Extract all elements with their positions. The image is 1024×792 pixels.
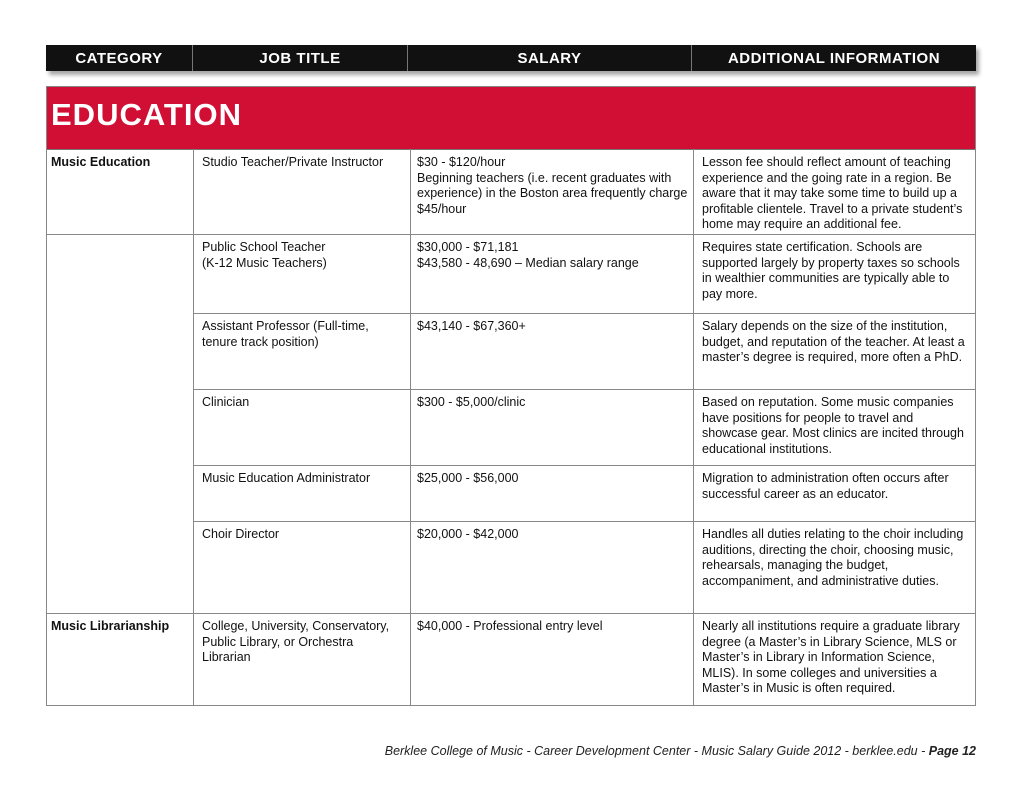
job-title-cell: Clinician — [202, 395, 250, 409]
category-cell: Music Librarianship — [51, 619, 170, 633]
page-number: Page 12 — [928, 744, 976, 758]
section-band — [47, 87, 975, 150]
table-row — [193, 465, 975, 522]
job-title-cell: College, University, Conservatory, Public Library, or Orchestra Librarian — [202, 619, 390, 664]
job-title-cell: Studio Teacher/Private Instructor — [202, 155, 384, 169]
additional-info-cell: Migration to administration often occurs after successful career as an educator. — [702, 471, 949, 501]
salary-cell: $20,000 - $42,000 — [417, 527, 519, 541]
salary-cell: $40,000 - Professional entry level — [417, 619, 603, 633]
additional-info-cell: Based on reputation. Some music companies have positions for people to travel and showcase gear. Most clinics are incited through educational institutions. — [702, 395, 964, 456]
table-row — [193, 234, 975, 314]
job-title-cell: Choir Director — [202, 527, 280, 541]
table-row — [47, 613, 975, 705]
table-row — [193, 313, 975, 390]
job-title-cell: Music Education Administrator — [202, 471, 371, 485]
table-row — [193, 389, 975, 466]
additional-info-cell: Handles all duties relating to the choir including auditions, directing the choir, choosing music, rehearsals, managing the budget, accompaniment, and administrative duties. — [702, 527, 964, 588]
job-title-cell: Public School Teacher (K-12 Music Teachers) — [202, 240, 327, 270]
salary-cell: $300 - $5,000/clinic — [417, 395, 526, 409]
salary-cell: $43,140 - $67,360+ — [417, 319, 526, 333]
salary-cell: $30,000 - $71,181 $43,580 - 48,690 – Median salary range — [417, 240, 639, 270]
table-row — [47, 149, 975, 235]
header-job-title: JOB TITLE — [193, 45, 408, 71]
table-header — [46, 45, 976, 71]
additional-info-cell: Nearly all institutions require a graduate library degree (a Master’s in Library Science, MLS or Master’s in Library in Information Science, MLIS). In some colleges and universities a Master’s in Music is often required. — [702, 619, 960, 695]
additional-info-cell: Requires state certification. Schools are supported largely by property taxes so schools in wealthier communities are typically able to pay more. — [702, 240, 960, 301]
salary-table — [46, 86, 976, 706]
header-additional-information: ADDITIONAL INFORMATION — [727, 49, 941, 67]
additional-info-cell: Salary depends on the size of the institution, budget, and reputation of the teacher. At least a master’s degree is required, more often a PhD. — [702, 319, 965, 364]
page-footer — [385, 744, 976, 758]
salary-cell: $25,000 - $56,000 — [417, 471, 519, 485]
section-title: EDUCATION — [51, 97, 242, 132]
header-category: CATEGORY — [46, 45, 193, 71]
category-cell: Music Education — [51, 155, 151, 169]
job-title-cell: Assistant Professor (Full-time, tenure track position) — [202, 319, 369, 349]
footer-text: Berklee College of Music - Career Development Center - Music Salary Guide 2012 - berklee.edu - — [384, 744, 929, 758]
header-salary: SALARY — [408, 45, 692, 71]
table-row — [47, 521, 975, 614]
additional-info-cell: Lesson fee should reflect amount of teaching experience and the going rate in a region. Be aware that it may take some time to build up a profitable clientele. Travel to a private student’s home may require an additional fee. — [702, 155, 963, 231]
salary-cell: $30 - $120/hour Beginning teachers (i.e. recent graduates with experience) in the Boston area frequently charge $45/hour — [417, 155, 688, 216]
